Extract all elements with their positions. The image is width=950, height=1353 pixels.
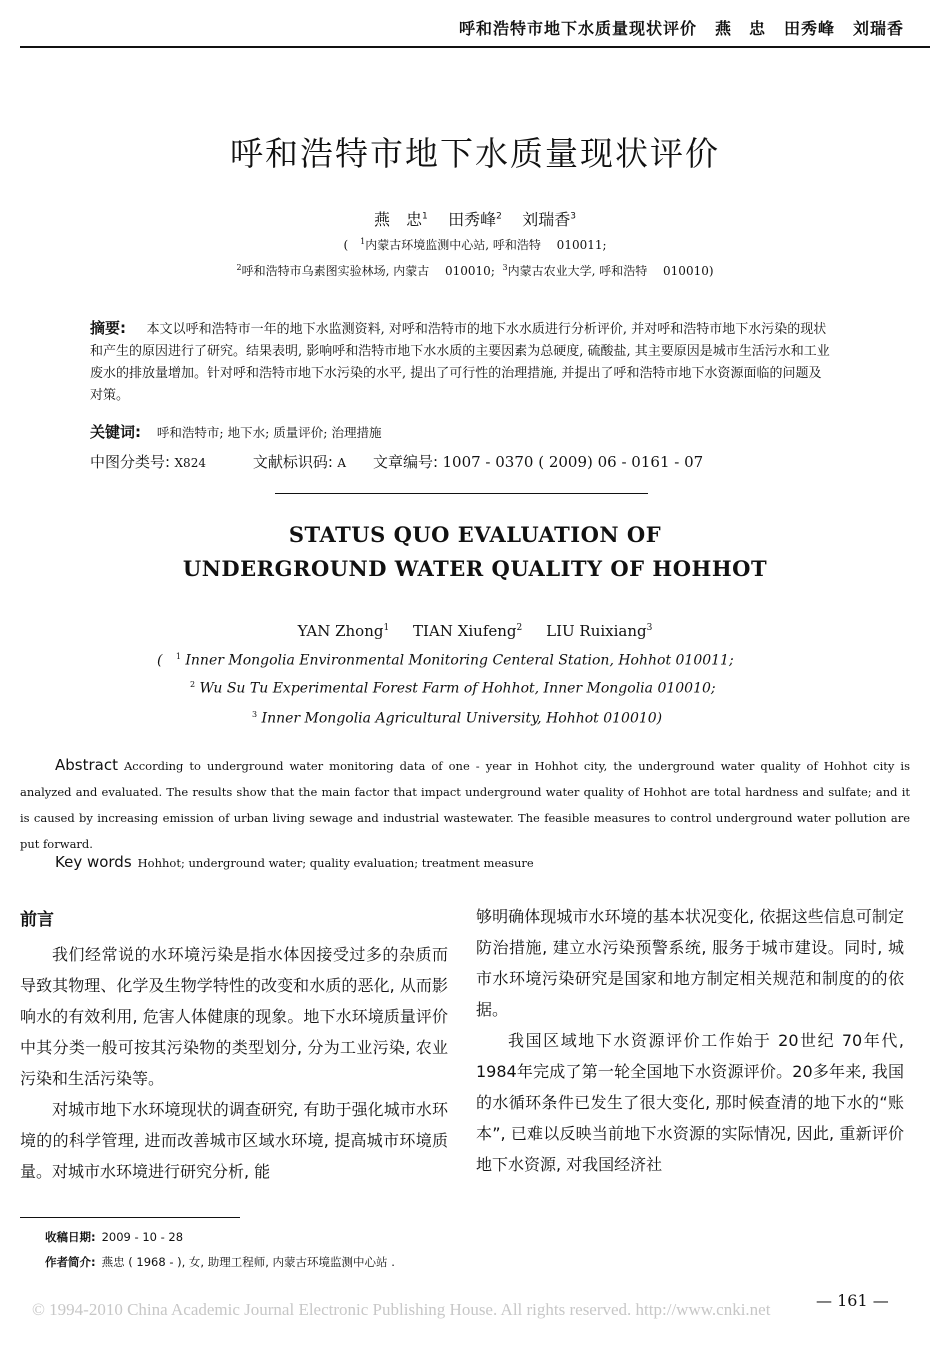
clc-value: X824 (174, 456, 206, 470)
author-cn-1-sup: 1 (422, 211, 428, 222)
aff-cn-sup-1: 1 (360, 237, 366, 246)
body-paragraph-4: 我国区域地下水资源评价工作始于 20世纪 70年代, 1984年完成了第一轮全国地下水资源评价。20多年来, 我国的水循环条件已发生了很大变化, 那时候查清的地下水的“账本”, 已难以反映当前地下水资源的实际情况, 因此, 重新评价地下水资源, 对我国经济社 (476, 1031, 904, 1174)
affiliation-en-1 (157, 652, 734, 669)
author-en-2-sup: 2 (516, 623, 523, 633)
aff-en-sup-3: 3 (252, 710, 258, 719)
abstract-cn (90, 317, 832, 407)
affiliation-en-2 (190, 680, 716, 697)
header-rule (20, 46, 930, 48)
abstract-en-label: Abstract (55, 756, 118, 774)
keywords-cn-text: 呼和浩特市; 地下水; 质量评价; 治理措施 (156, 425, 382, 440)
running-title: 呼和浩特市地下水质量现状评价 (458, 19, 697, 38)
aff-cn-prefix: ( (343, 238, 361, 252)
running-author-2: 田秀峰 (783, 19, 835, 38)
aff-en-text-3: Inner Mongolia Agricultural University, Hohhot 010010) (261, 710, 663, 727)
affiliation-en-3 (252, 710, 662, 727)
author-cn-1: 燕 忠 (374, 210, 423, 229)
author-en-1-sup: 1 (383, 623, 390, 633)
aff-cn-sup-2: 2 (236, 263, 242, 272)
author-en-1: YAN Zhong (297, 622, 384, 640)
footnote-rule (20, 1217, 240, 1218)
aff-cn-text-3: 内蒙古农业大学, 呼和浩特 010010) (507, 264, 714, 278)
doc-code-label: 文献标识码: (252, 453, 333, 471)
page-number: — 161 — (816, 1291, 889, 1310)
body-column-right (476, 901, 904, 1180)
received-label: 收稿日期: (45, 1230, 96, 1244)
author-cn-3: 刘瑞香 (522, 210, 571, 229)
abstract-cn-text: 本文以呼和浩特市一年的地下水监测资料, 对呼和浩特市的地下水水质进行分析评价, 并对呼和浩特市地下水污染的现状和产生的原因进行了研究。结果表明, 影响呼和浩特市地下水水质的主要因素为总硬度, 硫酸盐, 其主要原因是城市生活污水和工业废水的排放量增加。针对呼和浩特市地下水污染的水平, 提出了可行性的治理措施, 并提出了呼和浩特市地下水资源面临的问题及对策。 (90, 322, 830, 403)
author-cn-3-sup: 3 (570, 211, 576, 222)
aff-en-text-1: Inner Mongolia Environmental Monitoring Centeral Station, Hohhot 010011; (185, 652, 734, 669)
title-en-line-2: UNDERGROUND WATER QUALITY OF HOHHOT (182, 556, 768, 581)
aff-en-sup-1: 1 (175, 652, 181, 661)
author-cn-2: 田秀峰 (448, 210, 497, 229)
article-no-label: 文章编号: (372, 453, 439, 471)
abstract-en-text: According to underground water monitoring data of one - year in Hohhot city, the underground water quality of Hohhot city is analyzed and evaluated. The results show that the main factor that impact underground water quality of Hohhot are total hardness and sulfate; and it is caused by increasing emission of urban living sewage and industrial wastewater. The feasible measures to control underground water pollution are put forward. (20, 759, 910, 851)
doc-code-value: A (337, 456, 347, 470)
keywords-en (55, 853, 534, 871)
classification-line (90, 451, 703, 472)
body-column-left (20, 906, 448, 1187)
article-no-value: 1007 - 0370 ( 2009) 06 - 0161 - 07 (442, 453, 704, 471)
affiliation-cn-line-1 (0, 236, 950, 253)
body-paragraph-2: 对城市地下水环境现状的调查研究, 有助于强化城市水环境的的科学管理, 进而改善城市区域水环境, 提高城市环境质量。对城市水环境进行研究分析, 能 (20, 1100, 448, 1181)
section-divider (275, 493, 648, 494)
body-paragraph-3: 够明确体现城市水环境的基本状况变化, 依据这些信息可制定防治措施, 建立水污染预警系统, 服务于城市建设。同时, 城市水环境污染研究是国家和地方制定相关规范和制度的的依据。 (476, 907, 904, 1019)
clc-label: 中图分类号: (90, 453, 171, 471)
received-value: 2009 - 10 - 28 (101, 1230, 184, 1244)
author-intro-label: 作者简介: (45, 1255, 96, 1269)
aff-en-prefix: ( (157, 652, 163, 669)
author-intro-value: 燕忠 ( 1968 - ), 女, 助理工程师, 内蒙古环境监测中心站 . (101, 1255, 395, 1269)
author-en-2: TIAN Xiufeng (413, 622, 517, 640)
keywords-en-label: Key words (55, 853, 132, 871)
aff-cn-text-2: 呼和浩特市乌素图实验林场, 内蒙古 010010; (241, 264, 495, 278)
author-cn-2-sup: 2 (496, 211, 502, 222)
keywords-cn (90, 421, 832, 444)
title-en (0, 518, 950, 586)
footnote-author (45, 1254, 395, 1270)
aff-en-sup-2: 2 (190, 680, 196, 689)
authors-en (0, 622, 950, 640)
aff-cn-text-1: 内蒙古环境监测中心站, 呼和浩特 010011; (365, 238, 607, 252)
keywords-cn-label: 关键词: (90, 423, 141, 441)
aff-cn-sup-3: 3 (502, 263, 508, 272)
affiliation-cn-line-2 (0, 262, 950, 279)
abstract-cn-label: 摘要: (90, 319, 126, 337)
running-header (441, 16, 904, 39)
aff-en-text-2: Wu Su Tu Experimental Forest Farm of Hohhot, Inner Mongolia 010010; (199, 680, 716, 697)
author-en-3: LIU Ruixiang (546, 622, 647, 640)
keywords-en-text: Hohhot; underground water; quality evaluation; treatment measure (137, 856, 534, 870)
section-heading-intro: 前言 (20, 910, 54, 930)
footnote-received (45, 1229, 183, 1245)
running-author-3: 刘瑞香 (852, 19, 904, 38)
running-author-1: 燕 忠 (714, 19, 766, 38)
title-en-line-1: STATUS QUO EVALUATION OF (288, 522, 662, 547)
title-cn: 呼和浩特市地下水质量现状评价 (230, 134, 720, 173)
body-paragraph-1: 我们经常说的水环境污染是指水体因接受过多的杂质而导致其物理、化学及生物学特性的改变和水质的恶化, 从而影响水的有效利用, 危害人体健康的现象。地下水环境质量评价中其分类一般可按其污染物的类型划分, 分为工业污染, 农业污染和生活污染等。 (20, 945, 448, 1088)
copyright-watermark: © 1994-2010 China Academic Journal Electronic Publishing House. All rights reserved. http://www.cnki.net (32, 1300, 771, 1319)
abstract-en (20, 752, 910, 857)
authors-cn (0, 207, 950, 230)
author-en-3-sup: 3 (646, 623, 653, 633)
